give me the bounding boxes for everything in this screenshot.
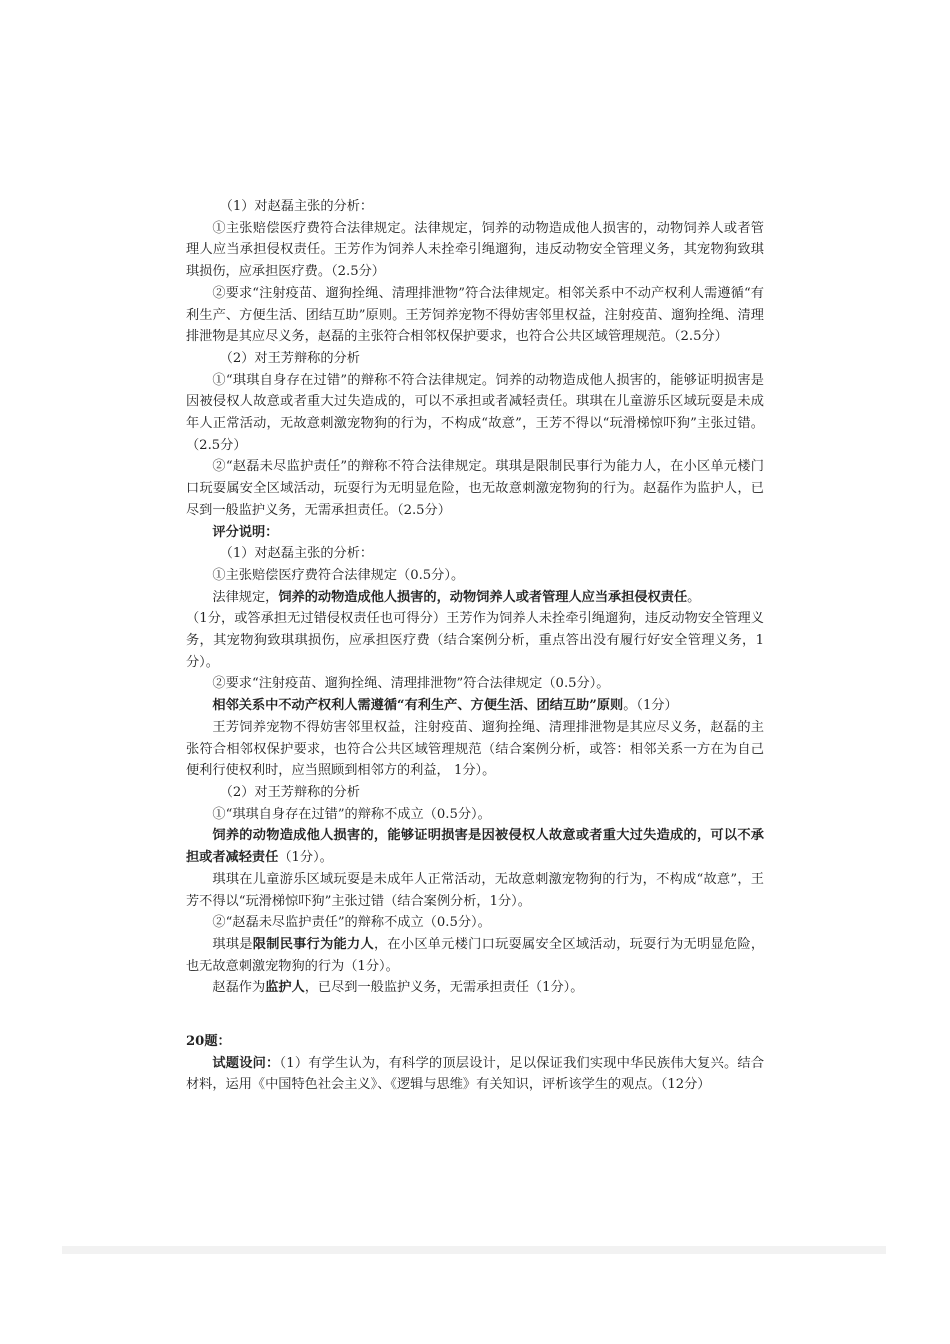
q20-question — [186, 1053, 764, 1096]
scoring-s2-item1-detail: 琪琪在儿童游乐区域玩耍是未成年人正常活动，无故意刺激宠物狗的行为，不构成“故意”，王芳不得以“玩滑梯惊吓狗”主张过错（结合案例分析，1分）。 — [186, 871, 764, 909]
q20-label: 试题设问： — [212, 1055, 280, 1071]
scoring-s1-item2-detail: 王芳饲养宠物不得妨害邻里权益，注射疫苗、遛狗拴绳、清理排泄物是其应尽义务，赵磊的主张符合相邻权保护要求，也符合公共区域管理规范（结合案例分析，或答：相邻关系一方在为自己便利行使权利时，应当照顾到相邻方的利益， 1分）。 — [186, 719, 764, 779]
section1-item2: ②要求“注射疫苗、遛狗拴绳、清理排泄物”符合法律规定。相邻关系中不动产权利人需遵循“有利生产、方便生活、团结互助”原则。王芳饲养宠物不得妨害邻里权益，注射疫苗、遛狗拴绳、清理排泄物是其应尽义务，赵磊的主张符合相邻权保护要求，也符合公共区域管理规范。（2.5分） — [186, 285, 764, 345]
scoring-s1-principle-bold: 相邻关系中不动产权利人需遵循“有利生产、方便生活、团结互助”原则 — [212, 698, 624, 714]
scoring-s2-guardian-bold: 监护人 — [265, 980, 305, 996]
scoring-s1-law — [186, 587, 764, 609]
section2-item1: ①“琪琪自身存在过错”的辩称不符合法律规定。饲养的动物造成他人损害的，能够证明损害是因被侵权人故意或者重大过失造成的，可以不承担或者减轻责任。琪琪在儿童游乐区域玩耍是未成年人正常活动，无故意刺激宠物狗的行为，不构成“故意”，王芳不得以“玩滑梯惊吓狗”主张过错。（2.5分） — [186, 372, 764, 453]
section2-heading: （2）对王芳辩称的分析 — [219, 350, 360, 366]
scoring-s2-guardian-prefix: 赵磊作为 — [212, 980, 266, 996]
section1-item1: ①主张赔偿医疗费符合法律规定。法律规定，饲养的动物造成他人损害的，动物饲养人或者管理人应当承担侵权责任。王芳作为饲养人未拴牵引绳遛狗，违反动物安全管理义务，其宠物狗致琪琪损伤，应承担医疗费。（2.5分） — [186, 220, 764, 280]
scoring-s2-law-bold: 饲养的动物造成他人损害的，能够证明损害是因被侵权人故意或者重大过失造成的，可以不承担或者减轻责任 — [186, 828, 764, 866]
scoring-title: 评分说明： — [212, 524, 279, 540]
scoring-s1-heading: （1）对赵磊主张的分析： — [219, 546, 374, 562]
scoring-s2-item2-prefix: 琪琪是 — [212, 936, 253, 952]
scoring-s2-item2-rest: ，在小区单元楼门口玩耍属安全区域活动，玩耍行为无明显危险，也无故意刺激宠物狗的行为（1分）。 — [186, 936, 765, 974]
scoring-s1-principle-end: 。（1分） — [623, 698, 678, 714]
q20-number: 20题： — [186, 1034, 231, 1050]
scoring-s2-item2-bold: 限制民事行为能力人 — [252, 936, 374, 952]
q20-text: （1）有学生认为，有科学的顶层设计，足以保证我们实现中华民族伟大复兴。结合材料，运用《中国特色社会主义》、《逻辑与思维》有关知识，评析该学生的观点。（12分） — [186, 1055, 765, 1093]
page-footer-band — [62, 1246, 886, 1254]
scoring-s1-item1: ①主张赔偿医疗费符合法律规定（0.5分）。 — [212, 567, 465, 583]
scoring-s2-item1: ①“琪琪自身存在过错”的辩称不成立（0.5分）。 — [212, 806, 491, 822]
scoring-s1-law-end: 。 — [687, 589, 701, 605]
scoring-s2-law — [186, 825, 764, 868]
scoring-s2-law-end: （1分）。 — [278, 850, 333, 866]
scoring-s1-law-prefix: 法律规定， — [212, 589, 279, 605]
scoring-s1-law-bold: 饲养的动物造成他人损害的，动物饲养人或者管理人应当承担侵权责任 — [278, 589, 688, 605]
scoring-s1-principle — [186, 695, 764, 717]
scoring-s2-item2: ②“赵磊未尽监护责任”的辩称不成立（0.5分）。 — [212, 915, 491, 931]
section1-heading: （1）对赵磊主张的分析： — [219, 199, 374, 214]
scoring-s2-guardian-rest: ，已尽到一般监护义务，无需承担责任（1分）。 — [304, 980, 584, 996]
section2-item2: ②“赵磊未尽监护责任”的辩称不符合法律规定。琪琪是限制民事行为能力人，在小区单元楼门口玩耍属安全区域活动，玩耍行为无明显危险，也无故意刺激宠物狗的行为。赵磊作为监护人，已尽到一般监护义务，无需承担责任。（2.5分） — [186, 459, 764, 518]
scoring-s2-guardian — [186, 977, 764, 999]
scoring-s1-item2: ②要求“注射疫苗、遛狗拴绳、清理排泄物”符合法律规定（0.5分）。 — [212, 676, 610, 692]
document-page — [186, 196, 764, 1096]
scoring-s2-heading: （2）对王芳辩称的分析 — [219, 784, 360, 800]
scoring-s1-law-note: （1分，或答承担无过错侵权责任也可得分）王芳作为饲养人未拴牵引绳遛狗，违反动物安全管理义务，其宠物狗致琪琪损伤，应承担医疗费（结合案例分析，重点答出没有履行好安全管理义务，1分）。 — [186, 611, 764, 670]
scoring-s2-item2-detail — [186, 934, 764, 977]
